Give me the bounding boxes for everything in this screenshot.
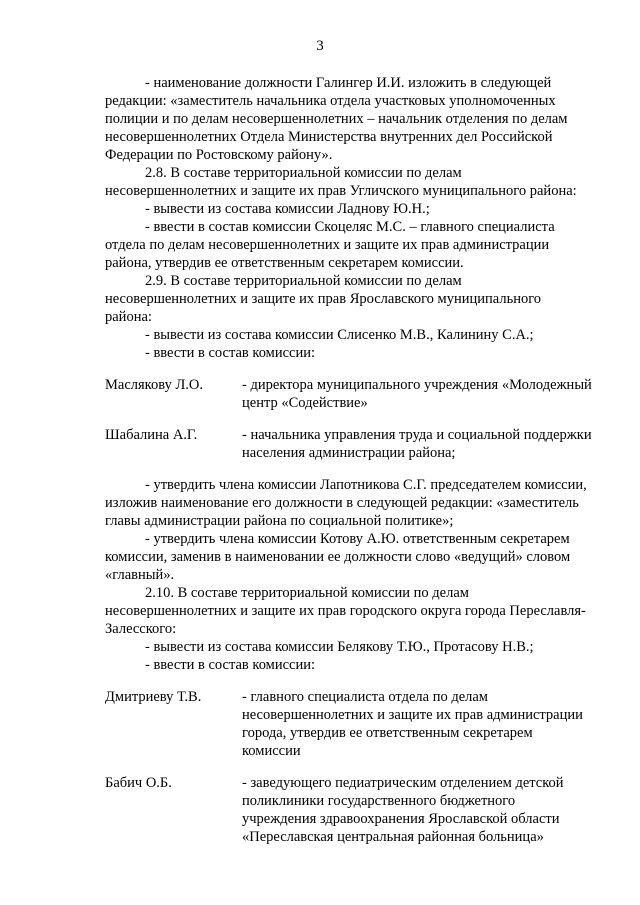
member-name: Маслякову Л.О.	[105, 377, 204, 393]
text-line: несовершеннолетних и защите их прав Угличского муниципального района:	[105, 183, 577, 199]
text-line: «главный».	[105, 567, 175, 583]
text-line: района, утвердив ее ответственным секретарем комиссии.	[105, 255, 464, 271]
member-position: города, утвердив ее ответственным секретарем	[242, 725, 533, 741]
member-name: Бабич О.Б.	[105, 775, 172, 791]
member-position: - директора муниципального учреждения «Молодежный	[242, 377, 592, 393]
text-line: редакции: «заместитель начальника отдела участковых уполномоченных	[105, 93, 556, 109]
member-position: центр «Содействие»	[242, 395, 368, 411]
member-position: комиссии	[242, 743, 301, 759]
text-line: несовершеннолетних Отдела Министерства внутренних дел Российской	[105, 129, 553, 145]
section-2-10-heading: 2.10. В составе территориальной комиссии по делам	[145, 585, 469, 601]
text-line: - ввести в состав комиссии:	[145, 657, 316, 673]
text-line: - вывести из состава комиссии Белякову Т.Ю., Протасову Н.В.;	[145, 639, 534, 655]
text-line: изложив наименование его должности в следующей редакции: «заместитель	[105, 495, 579, 511]
text-line: несовершеннолетних и защите их прав Ярославского муниципального	[105, 291, 542, 307]
section-2-8-heading: 2.8. В составе территориальной комиссии по делам	[145, 165, 462, 181]
text-line: - вывести из состава комиссии Слисенко М.В., Калинину С.А.;	[145, 327, 534, 343]
text-line: - наименование должности Галингер И.И. изложить в следующей	[145, 75, 552, 91]
text-line: Залесского:	[105, 621, 177, 637]
text-line: района:	[105, 309, 152, 325]
member-position: учреждения здравоохранения Ярославской области	[242, 811, 560, 827]
text-line: - вывести из состава комиссии Ладнову Ю.Н.;	[145, 201, 430, 217]
member-name: Дмитриеву Т.В.	[105, 689, 202, 705]
text-line: отдела по делам несовершеннолетних и защите их прав администрации	[105, 237, 550, 253]
member-name: Шабалина А.Г.	[105, 427, 198, 443]
text-line: Федерации по Ростовскому району».	[105, 147, 333, 163]
text-line: - утвердить члена комиссии Лапотникова С.Г. председателем комиссии,	[145, 477, 587, 493]
member-position: поликлиники государственного бюджетного	[242, 793, 516, 809]
section-2-9-heading: 2.9. В составе территориальной комиссии по делам	[145, 273, 462, 289]
text-line: - утвердить члена комиссии Котову А.Ю. ответственным секретарем	[145, 531, 570, 547]
text-line: комиссии, заменив в наименовании ее должности слово «ведущий» словом	[105, 549, 571, 565]
text-line: полиции и по делам несовершеннолетних – начальник отделения по делам	[105, 111, 568, 127]
member-position: «Переславская центральная районная больница»	[242, 829, 544, 845]
member-position: - начальника управления труда и социальной поддержки	[242, 427, 592, 443]
member-position: - главного специалиста отдела по делам	[242, 689, 488, 705]
text-line: главы администрации района по социальной политике»;	[105, 513, 454, 529]
member-position: несовершеннолетних и защите их прав администрации	[242, 707, 583, 723]
page-number: 3	[316, 38, 324, 54]
text-line: - ввести в состав комиссии Скоцеляс М.С. – главного специалиста	[145, 219, 555, 235]
text-line: несовершеннолетних и защите их прав городского округа города Переславля-	[105, 603, 586, 619]
member-position: населения администрации района;	[242, 445, 456, 461]
member-position: - заведующего педиатрическим отделением детской	[242, 775, 564, 791]
text-line: - ввести в состав комиссии:	[145, 345, 316, 361]
